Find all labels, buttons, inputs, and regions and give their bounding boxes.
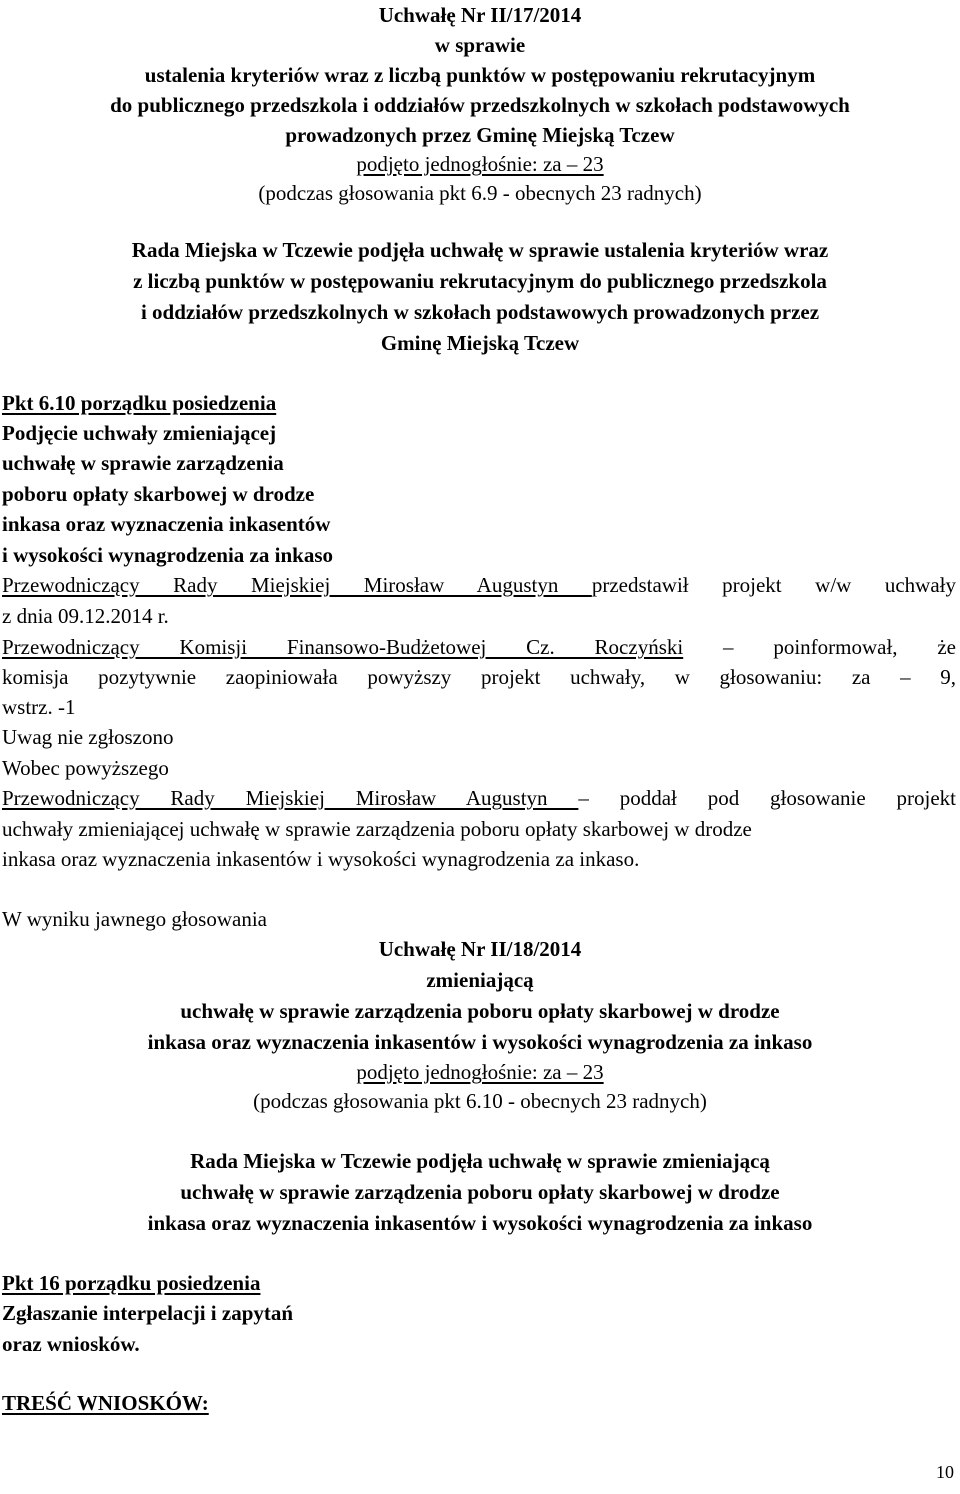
item-title-line: Podjęcie uchwały zmieniającej (2, 421, 277, 445)
item-heading (2, 1268, 260, 1298)
item-heading-text: Pkt 6.10 porządku posiedzenia (2, 391, 277, 415)
resolution-subtitle: w sprawie (434, 33, 526, 57)
resolution-subject-line: inkasa oraz wyznaczenia inkasentów i wysokości wynagrodzenia za inkaso (147, 1030, 813, 1054)
chair-name: Przewodniczący Rady Miejskiej Mirosław Augustyn (2, 786, 579, 810)
item-heading (2, 388, 276, 418)
committee-action: – poinformował, że (683, 635, 956, 659)
vote-intro: W wyniku jawnego głosowania (2, 907, 267, 931)
summary-line: z liczbą punktów w postępowaniu rekrutacyjnym do publicznego przedszkola (133, 269, 827, 293)
summary-line: inkasa oraz wyznaczenia inkasentów i wysokości wynagrodzenia za inkaso (147, 1211, 813, 1235)
resolution-subject-line: ustalenia kryteriów wraz z liczbą punktów w postępowaniu rekrutacyjnym (144, 63, 816, 87)
presenter-line (2, 570, 956, 600)
summary-line: i oddziałów przedszkolnych w szkołach podstawowych prowadzonych przez (140, 300, 820, 324)
vote-result-text: podjęto jednogłośnie: za – 23 (356, 152, 604, 176)
summary-line: Rada Miejska w Tczewie podjęła uchwałę w sprawie ustalenia kryteriów wraz (131, 238, 829, 262)
summary-line: Gminę Miejską Tczew (380, 331, 580, 355)
presenter-action: przedstawił projekt w/w uchwały (591, 573, 956, 597)
therefore-line: Wobec powyższego (2, 756, 169, 780)
resolution-subject-line: do publicznego przedszkola i oddziałów przedszkolnych w szkołach podstawowych (110, 93, 850, 117)
resolution-title: Uchwałę Nr II/17/2014 (378, 3, 582, 27)
vote-note: (podczas głosowania pkt 6.9 - obecnych 23 radnych) (258, 181, 702, 205)
summary-line: uchwałę w sprawie zarządzenia poboru opłaty skarbowej w drodze (180, 1180, 780, 1204)
committee-line (2, 632, 956, 662)
resolution-subject-line: uchwałę w sprawie zarządzenia poboru opłaty skarbowej w drodze (180, 999, 780, 1023)
motions-heading (2, 1388, 209, 1418)
item-title-line: inkasa oraz wyznaczenia inkasentów (2, 512, 331, 536)
chair-line-3: inkasa oraz wyznaczenia inkasentów i wysokości wynagrodzenia za inkaso. (2, 847, 640, 871)
item-title-line: Zgłaszanie interpelacji i zapytań (2, 1301, 294, 1325)
item-title-line: poboru opłaty skarbowej w drodze (2, 482, 315, 506)
vote-result (0, 149, 960, 179)
resolution-title: Uchwałę Nr II/18/2014 (378, 937, 582, 961)
page-number: 10 (936, 1462, 954, 1482)
chair-line (2, 783, 956, 813)
vote-result-text: podjęto jednogłośnie: za – 23 (356, 1060, 604, 1084)
vote-note: (podczas głosowania pkt 6.10 - obecnych 23 radnych) (253, 1089, 707, 1113)
date-line: z dnia 09.12.2014 r. (2, 604, 169, 628)
chair-action: – poddał pod głosowanie projekt (578, 786, 956, 810)
item-title-line: oraz wniosków. (2, 1332, 140, 1356)
motions-heading-text: TREŚĆ WNIOSKÓW: (2, 1391, 209, 1415)
summary-line: Rada Miejska w Tczewie podjęła uchwałę w sprawie zmieniającą (190, 1149, 770, 1173)
committee-chair-name: Przewodniczący Komisji Finansowo-Budżetowej Cz. Roczyński (2, 635, 684, 659)
chair-line-2: uchwały zmieniającej uchwałę w sprawie zarządzenia poboru opłaty skarbowej w drodze (2, 817, 752, 841)
item-title-line: i wysokości wynagrodzenia za inkaso (2, 543, 333, 567)
item-heading-text: Pkt 16 porządku posiedzenia (2, 1271, 261, 1295)
committee-line-2: komisja pozytywnie zaopiniowała powyższy projekt uchwały, w głosowaniu: za – 9, (2, 665, 956, 689)
presenter-name: Przewodniczący Rady Miejskiej Mirosław Augustyn (2, 573, 592, 597)
vote-result (0, 1057, 960, 1087)
item-title-line: uchwałę w sprawie zarządzenia (2, 451, 284, 475)
resolution-subtitle: zmieniającą (426, 968, 534, 992)
no-comments-line: Uwag nie zgłoszono (2, 725, 174, 749)
resolution-subject-line: prowadzonych przez Gminę Miejską Tczew (285, 123, 675, 147)
committee-line-3: wstrz. -1 (2, 695, 76, 719)
